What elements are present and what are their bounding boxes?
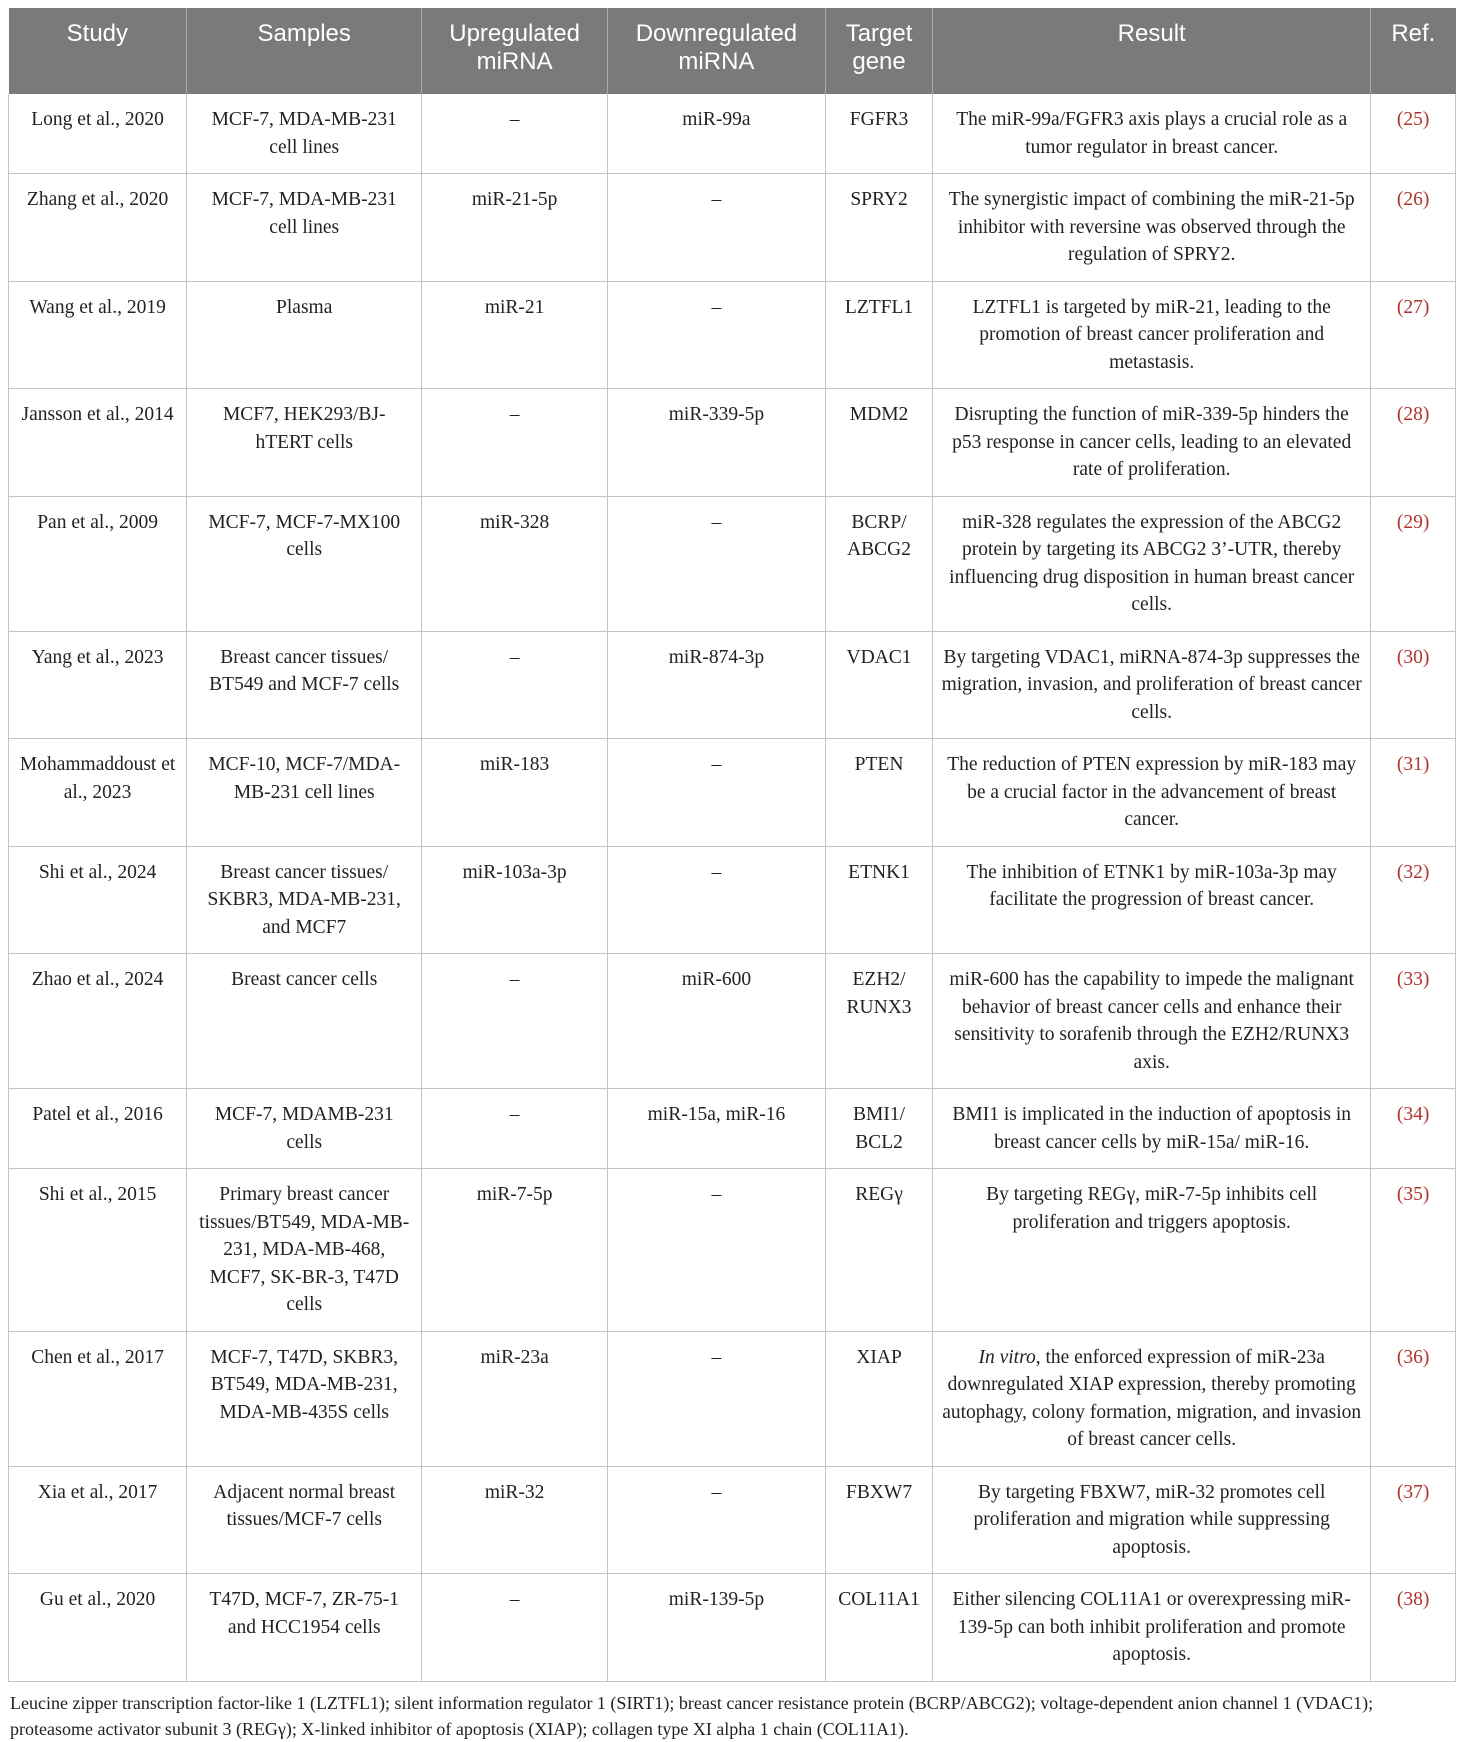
cell-samples: Plasma xyxy=(187,281,422,389)
cell-downregulated: miR-139-5p xyxy=(607,1574,825,1682)
cell-result: Either silencing COL11A1 or overexpressing miR-139-5p can both inhibit proliferation and promote apoptosis. xyxy=(933,1574,1371,1682)
ref-number[interactable]: 33 xyxy=(1403,969,1423,990)
ref-number[interactable]: 36 xyxy=(1403,1346,1423,1368)
table-row xyxy=(9,1466,1456,1574)
header-ref: Ref. xyxy=(1371,8,1456,94)
ref-number[interactable]: 27 xyxy=(1403,296,1423,318)
cell-ref[interactable]: (28) xyxy=(1371,389,1456,497)
ref-number[interactable]: 29 xyxy=(1403,511,1423,533)
table-row xyxy=(9,174,1456,282)
cell-downregulated: miR-339-5p xyxy=(607,389,825,497)
cell-upregulated: miR-183 xyxy=(422,739,608,847)
cell-ref[interactable]: (38) xyxy=(1371,1574,1456,1682)
cell-ref[interactable]: (26) xyxy=(1371,174,1456,282)
cell-downregulated: – xyxy=(607,1331,825,1466)
cell-upregulated: – xyxy=(422,1574,608,1682)
cell-samples: T47D, MCF-7, ZR-75-1 and HCC1954 cells xyxy=(187,1574,422,1682)
table-row xyxy=(9,954,1456,1089)
cell-samples: Breast cancer cells xyxy=(187,954,422,1089)
cell-study: Jansson et al., 2014 xyxy=(9,389,187,497)
cell-result xyxy=(933,1331,1371,1466)
mirna-table xyxy=(8,8,1456,1682)
cell-ref[interactable]: (37) xyxy=(1371,1466,1456,1574)
ref-number[interactable]: 31 xyxy=(1403,754,1423,775)
cell-result: miR-328 regulates the expression of the ABCG2 protein by targeting its ABCG2 3’-UTR, thereby influencing drug disposition in human breast cancer cells. xyxy=(933,496,1371,631)
cell-downregulated: miR-15a, miR-16 xyxy=(607,1089,825,1169)
ref-number[interactable]: 37 xyxy=(1403,1481,1423,1503)
table-row xyxy=(9,1331,1456,1466)
cell-study: Chen et al., 2017 xyxy=(9,1331,187,1466)
cell-target-gene: VDAC1 xyxy=(825,631,932,739)
cell-downregulated: – xyxy=(607,496,825,631)
cell-study: Yang et al., 2023 xyxy=(9,631,187,739)
cell-downregulated: – xyxy=(607,1466,825,1574)
cell-study: Shi et al., 2015 xyxy=(9,1169,187,1332)
cell-upregulated: miR-328 xyxy=(422,496,608,631)
ref-number[interactable]: 26 xyxy=(1403,189,1423,210)
cell-target-gene: FBXW7 xyxy=(825,1466,932,1574)
table-row xyxy=(9,1169,1456,1332)
cell-target-gene: PTEN xyxy=(825,739,932,847)
cell-study: Zhao et al., 2024 xyxy=(9,954,187,1089)
cell-study: Pan et al., 2009 xyxy=(9,496,187,631)
cell-ref[interactable]: (32) xyxy=(1371,846,1456,954)
ref-number[interactable]: 25 xyxy=(1403,109,1423,130)
cell-result: BMI1 is implicated in the induction of apoptosis in breast cancer cells by miR-15a/ miR-16. xyxy=(933,1089,1371,1169)
cell-samples: MCF-7, MDA-MB-231 cell lines xyxy=(187,94,422,174)
ref-number[interactable]: 28 xyxy=(1403,404,1423,425)
cell-target-gene: REGγ xyxy=(825,1169,932,1332)
cell-ref[interactable]: (29) xyxy=(1371,496,1456,631)
cell-target-gene: SPRY2 xyxy=(825,174,932,282)
cell-upregulated: miR-21 xyxy=(422,281,608,389)
cell-ref[interactable]: (33) xyxy=(1371,954,1456,1089)
table-container xyxy=(8,8,1456,1742)
cell-target-gene: MDM2 xyxy=(825,389,932,497)
table-row xyxy=(9,846,1456,954)
result-italic-text: In vitro xyxy=(978,1346,1036,1368)
ref-number[interactable]: 32 xyxy=(1403,861,1423,883)
cell-target-gene: FGFR3 xyxy=(825,94,932,174)
table-row xyxy=(9,1089,1456,1169)
cell-downregulated: – xyxy=(607,281,825,389)
cell-upregulated: miR-23a xyxy=(422,1331,608,1466)
cell-downregulated: – xyxy=(607,174,825,282)
cell-ref[interactable]: (25) xyxy=(1371,94,1456,174)
cell-upregulated: miR-21-5p xyxy=(422,174,608,282)
table-footnote: Leucine zipper transcription factor-like 1 (LZTFL1); silent information regulator 1 (SIRT1); breast cancer resistance protein (BCRP/ABCG2); voltage-dependent anion channel 1 (VDAC1); proteasome activator subunit 3 (REGγ); X-linked inhibitor of apoptosis (XIAP); collagen type XI alpha 1 chain (COL11A1). xyxy=(10,1692,1374,1739)
header-study: Study xyxy=(9,8,187,94)
cell-result: LZTFL1 is targeted by miR-21, leading to the promotion of breast cancer proliferation and metastasis. xyxy=(933,281,1371,389)
cell-target-gene: XIAP xyxy=(825,1331,932,1466)
table-row xyxy=(9,631,1456,739)
table-row xyxy=(9,1574,1456,1682)
cell-samples: Breast cancer tissues/ SKBR3, MDA-MB-231, and MCF7 xyxy=(187,846,422,954)
table-row xyxy=(9,94,1456,174)
ref-number[interactable]: 35 xyxy=(1403,1184,1423,1205)
cell-study: Long et al., 2020 xyxy=(9,94,187,174)
table-row xyxy=(9,739,1456,847)
cell-upregulated: – xyxy=(422,389,608,497)
cell-samples: Breast cancer tissues/ BT549 and MCF-7 cells xyxy=(187,631,422,739)
cell-samples: MCF-7, MCF-7-MX100 cells xyxy=(187,496,422,631)
cell-samples: MCF7, HEK293/BJ-hTERT cells xyxy=(187,389,422,497)
cell-study: Shi et al., 2024 xyxy=(9,846,187,954)
cell-ref[interactable]: (36) xyxy=(1371,1331,1456,1466)
header-downregulated: Downregulated miRNA xyxy=(607,8,825,94)
cell-downregulated: – xyxy=(607,1169,825,1332)
cell-target-gene: ETNK1 xyxy=(825,846,932,954)
cell-samples: Primary breast cancer tissues/BT549, MDA-MB-231, MDA-MB-468, MCF7, SK-BR-3, T47D cells xyxy=(187,1169,422,1332)
cell-upregulated: miR-7-5p xyxy=(422,1169,608,1332)
result-text: , the enforced expression of miR-23a downregulated XIAP expression, thereby promoting autophagy, colony formation, migration, and invasion of breast cancer cells. xyxy=(942,1346,1362,1450)
header-samples: Samples xyxy=(187,8,422,94)
cell-ref[interactable]: (34) xyxy=(1371,1089,1456,1169)
cell-result: The synergistic impact of combining the miR-21-5p inhibitor with reversine was observed through the regulation of SPRY2. xyxy=(933,174,1371,282)
cell-upregulated: – xyxy=(422,94,608,174)
cell-upregulated: – xyxy=(422,631,608,739)
cell-ref[interactable]: (35) xyxy=(1371,1169,1456,1332)
cell-target-gene: LZTFL1 xyxy=(825,281,932,389)
cell-study: Wang et al., 2019 xyxy=(9,281,187,389)
cell-result: By targeting FBXW7, miR-32 promotes cell proliferation and migration while suppressing apoptosis. xyxy=(933,1466,1371,1574)
cell-target-gene: COL11A1 xyxy=(825,1574,932,1682)
cell-downregulated: – xyxy=(607,846,825,954)
cell-upregulated: – xyxy=(422,1089,608,1169)
header-row xyxy=(9,8,1456,94)
table-row xyxy=(9,389,1456,497)
cell-samples: MCF-7, MDAMB-231 cells xyxy=(187,1089,422,1169)
table-row xyxy=(9,496,1456,631)
header-target-gene: Target gene xyxy=(825,8,932,94)
cell-upregulated: miR-103a-3p xyxy=(422,846,608,954)
cell-downregulated: miR-874-3p xyxy=(607,631,825,739)
cell-samples: MCF-10, MCF-7/MDA-MB-231 cell lines xyxy=(187,739,422,847)
cell-result: Disrupting the function of miR-339-5p hinders the p53 response in cancer cells, leading to an elevated rate of proliferation. xyxy=(933,389,1371,497)
cell-downregulated: – xyxy=(607,739,825,847)
cell-result: miR-600 has the capability to impede the malignant behavior of breast cancer cells and enhance their sensitivity to sorafenib through the EZH2/RUNX3 axis. xyxy=(933,954,1371,1089)
header-upregulated: Upregulated miRNA xyxy=(422,8,608,94)
cell-result: By targeting REGγ, miR-7-5p inhibits cell proliferation and triggers apoptosis. xyxy=(933,1169,1371,1332)
table-row xyxy=(9,281,1456,389)
cell-study: Patel et al., 2016 xyxy=(9,1089,187,1169)
cell-samples: Adjacent normal breast tissues/MCF-7 cells xyxy=(187,1466,422,1574)
cell-ref[interactable]: (31) xyxy=(1371,739,1456,847)
cell-target-gene: EZH2/ RUNX3 xyxy=(825,954,932,1089)
cell-downregulated: miR-99a xyxy=(607,94,825,174)
cell-study: Zhang et al., 2020 xyxy=(9,174,187,282)
cell-upregulated: miR-32 xyxy=(422,1466,608,1574)
cell-study: Gu et al., 2020 xyxy=(9,1574,187,1682)
cell-result: By targeting VDAC1, miRNA-874-3p suppresses the migration, invasion, and proliferation of breast cancer cells. xyxy=(933,631,1371,739)
cell-target-gene: BMI1/ BCL2 xyxy=(825,1089,932,1169)
cell-downregulated: miR-600 xyxy=(607,954,825,1089)
cell-samples: MCF-7, MDA-MB-231 cell lines xyxy=(187,174,422,282)
ref-number[interactable]: 34 xyxy=(1403,1104,1423,1125)
cell-result: The inhibition of ETNK1 by miR-103a-3p may facilitate the progression of breast cancer. xyxy=(933,846,1371,954)
cell-upregulated: – xyxy=(422,954,608,1089)
cell-study: Xia et al., 2017 xyxy=(9,1466,187,1574)
ref-number[interactable]: 38 xyxy=(1403,1589,1423,1610)
cell-target-gene: BCRP/ ABCG2 xyxy=(825,496,932,631)
cell-samples: MCF-7, T47D, SKBR3, BT549, MDA-MB-231, MDA-MB-435S cells xyxy=(187,1331,422,1466)
cell-study: Mohammaddoust et al., 2023 xyxy=(9,739,187,847)
ref-number[interactable]: 30 xyxy=(1403,646,1423,668)
cell-result: The reduction of PTEN expression by miR-183 may be a crucial factor in the advancement of breast cancer. xyxy=(933,739,1371,847)
header-result: Result xyxy=(933,8,1371,94)
cell-result: The miR-99a/FGFR3 axis plays a crucial role as a tumor regulator in breast cancer. xyxy=(933,94,1371,174)
cell-ref[interactable]: (27) xyxy=(1371,281,1456,389)
cell-ref[interactable]: (30) xyxy=(1371,631,1456,739)
